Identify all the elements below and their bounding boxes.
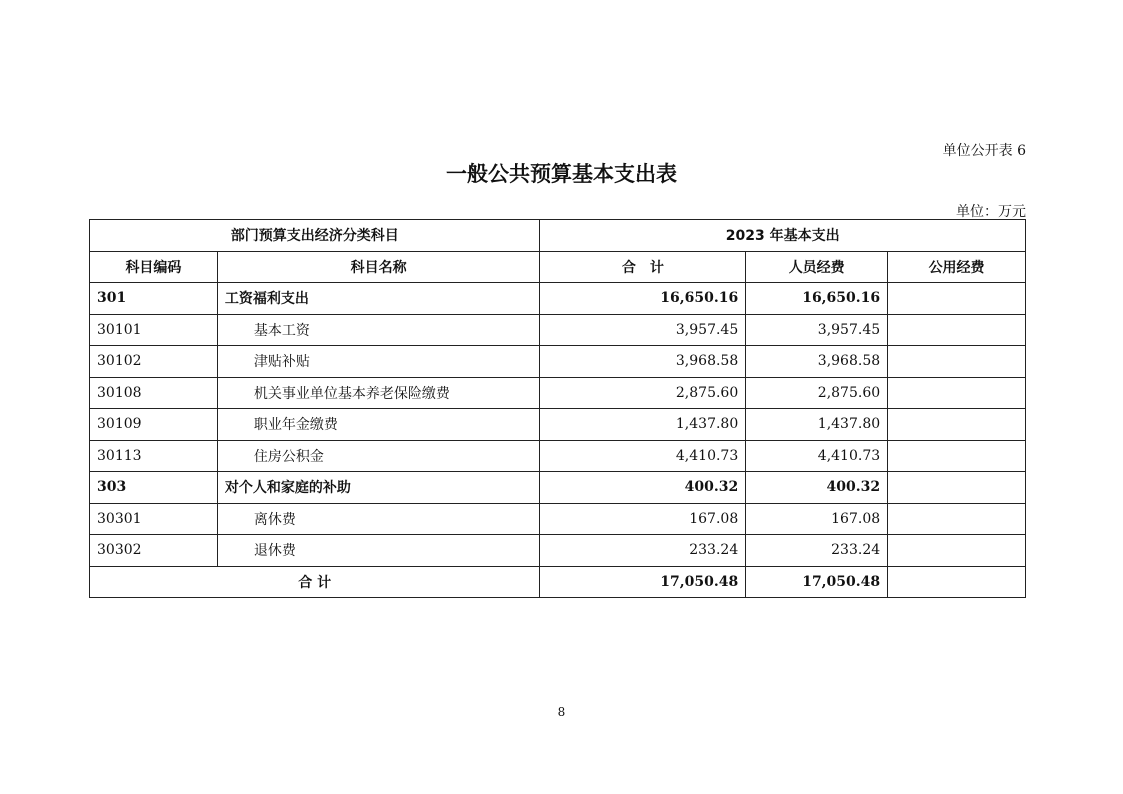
- row-code: 301: [90, 283, 218, 315]
- row-code: 30302: [90, 535, 218, 567]
- row-total: 1,437.80: [540, 409, 746, 441]
- row-name: 对个人和家庭的补助: [217, 472, 540, 504]
- row-name: 机关事业单位基本养老保险缴费: [217, 377, 540, 409]
- row-public: [888, 283, 1026, 315]
- row-personnel: 400.32: [746, 472, 888, 504]
- total-row-label: 合 计: [90, 566, 540, 598]
- row-personnel: 233.24: [746, 535, 888, 567]
- row-personnel: 2,875.60: [746, 377, 888, 409]
- personnel-column-header: 人员经费: [746, 251, 888, 283]
- row-total: 3,957.45: [540, 314, 746, 346]
- row-public: [888, 314, 1026, 346]
- page-number: 8: [557, 705, 566, 719]
- budget-table: [89, 219, 1026, 598]
- row-public: [888, 377, 1026, 409]
- table-row: [90, 472, 1026, 504]
- group-header-row: [90, 220, 1026, 252]
- row-total: 400.32: [540, 472, 746, 504]
- table-row: [90, 314, 1026, 346]
- row-personnel: 4,410.73: [746, 440, 888, 472]
- row-total: 167.08: [540, 503, 746, 535]
- row-code: 303: [90, 472, 218, 504]
- row-name: 工资福利支出: [217, 283, 540, 315]
- total-column-header: 合 计: [540, 251, 746, 283]
- row-name: 离休费: [217, 503, 540, 535]
- row-name: 津贴补贴: [217, 346, 540, 378]
- row-personnel: 16,650.16: [746, 283, 888, 315]
- row-code: 30108: [90, 377, 218, 409]
- row-name: 住房公积金: [217, 440, 540, 472]
- name-column-header: 科目名称: [217, 251, 540, 283]
- row-public: [888, 346, 1026, 378]
- table-row: [90, 440, 1026, 472]
- row-total: 233.24: [540, 535, 746, 567]
- table-row: [90, 409, 1026, 441]
- row-total: 4,410.73: [540, 440, 746, 472]
- table-row: [90, 283, 1026, 315]
- row-personnel: 167.08: [746, 503, 888, 535]
- row-code: 30109: [90, 409, 218, 441]
- table-row: [90, 377, 1026, 409]
- total-row-personnel: 17,050.48: [746, 566, 888, 598]
- table-row: [90, 535, 1026, 567]
- public-column-header: 公用经费: [888, 251, 1026, 283]
- page-title: 一般公共预算基本支出表: [446, 162, 677, 186]
- table-row: [90, 346, 1026, 378]
- unit-label: 单位：万元: [956, 204, 1026, 220]
- table-id-label: 单位公开表 6: [942, 143, 1026, 159]
- row-personnel: 1,437.80: [746, 409, 888, 441]
- row-total: 2,875.60: [540, 377, 746, 409]
- row-public: [888, 503, 1026, 535]
- row-personnel: 3,957.45: [746, 314, 888, 346]
- row-code: 30113: [90, 440, 218, 472]
- total-row: [90, 566, 1026, 598]
- row-total: 3,968.58: [540, 346, 746, 378]
- table-row: [90, 503, 1026, 535]
- row-code: 30102: [90, 346, 218, 378]
- row-public: [888, 440, 1026, 472]
- expenditure-group-header: 2023 年基本支出: [540, 220, 1026, 252]
- code-column-header: 科目编码: [90, 251, 218, 283]
- column-header-row: [90, 251, 1026, 283]
- row-public: [888, 535, 1026, 567]
- row-code: 30301: [90, 503, 218, 535]
- classification-group-header: 部门预算支出经济分类科目: [90, 220, 540, 252]
- row-personnel: 3,968.58: [746, 346, 888, 378]
- row-name: 退休费: [217, 535, 540, 567]
- row-name: 职业年金缴费: [217, 409, 540, 441]
- row-code: 30101: [90, 314, 218, 346]
- row-public: [888, 409, 1026, 441]
- total-row-public: [888, 566, 1026, 598]
- total-row-total: 17,050.48: [540, 566, 746, 598]
- row-public: [888, 472, 1026, 504]
- row-total: 16,650.16: [540, 283, 746, 315]
- row-name: 基本工资: [217, 314, 540, 346]
